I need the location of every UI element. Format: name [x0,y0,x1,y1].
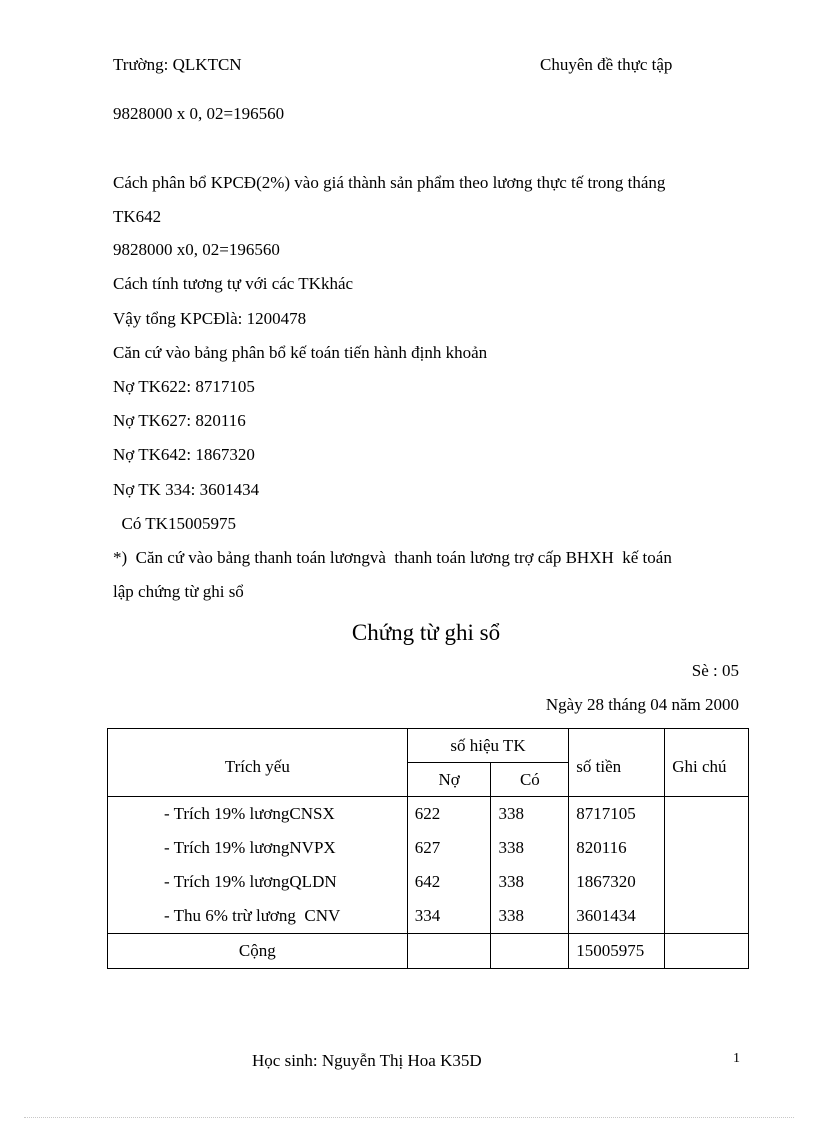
page-bottom-divider [24,1117,794,1118]
table-header-row-1 [108,729,749,763]
voucher-table [107,728,749,969]
row-summary: - Trích 19% lươngQLDN [108,865,408,899]
row-credit: 338 [491,797,569,832]
body-line-8: Nợ TK622: 8717105 [113,377,255,396]
body-line-7: Căn cứ vào bảng phân bổ kế toán tiến hành định khoản [113,343,488,362]
body-line-12: Có TK15005975 [113,514,236,533]
voucher-number: Sè : 05 [691,661,739,680]
row-debit: 627 [407,831,491,865]
row-credit: 338 [491,831,569,865]
row-summary: - Trích 19% lươngNVPX [108,831,408,865]
total-note-empty [665,934,749,969]
table-row [108,831,749,865]
row-debit: 334 [407,899,491,934]
header-summary: Trích yếu [108,729,408,797]
row-summary: - Trích 19% lươngCNSX [108,797,408,832]
row-debit: 642 [407,865,491,899]
voucher-date: Ngày 28 tháng 04 năm 2000 [545,695,739,714]
row-amount: 1867320 [569,865,665,899]
table-total-row [108,934,749,969]
header-amount: số tiền [569,729,665,797]
body-line-14: lập chứng từ ghi sổ [113,582,244,601]
row-credit: 338 [491,865,569,899]
header-school: Trường: QLKTCN [113,55,242,74]
body-line-4: 9828000 x0, 02=196560 [113,240,280,259]
body-line-10: Nợ TK642: 1867320 [113,445,255,464]
body-line-5: Cách tính tương tự với các TKkhác [113,274,354,293]
row-note [665,899,749,934]
header-debit: Nợ [407,763,491,797]
body-line-11: Nợ TK 334: 3601434 [113,480,260,499]
body-line-6: Vậy tổng KPCĐlà: 1200478 [113,309,307,328]
voucher-title: Chứng từ ghi sổ [351,620,501,645]
body-line-3: TK642 [113,207,162,226]
total-credit-empty [491,934,569,969]
footer-student: Học sinh: Nguyễn Thị Hoa K35D [252,1051,482,1070]
header-subject: Chuyên đề thực tập [540,55,673,74]
total-debit-empty [407,934,491,969]
table-row [108,899,749,934]
body-line-9: Nợ TK627: 820116 [113,411,246,430]
table-row [108,865,749,899]
total-amount: 15005975 [569,934,665,969]
row-summary: - Thu 6% trừ lương CNV [108,899,408,934]
row-debit: 622 [407,797,491,832]
row-credit: 338 [491,899,569,934]
row-note [665,865,749,899]
header-note: Ghi chú [665,729,749,797]
page-number: 1 [733,1051,740,1066]
row-note [665,797,749,832]
row-note [665,831,749,865]
row-amount: 820116 [569,831,665,865]
body-line-13: *) Căn cứ vào bảng thanh toán lươngvà thanh toán lương trợ cấp BHXH kế toán [113,548,672,567]
total-label: Cộng [108,934,408,969]
body-line-2: Cách phân bổ KPCĐ(2%) vào giá thành sản phẩm theo lương thực tế trong tháng [113,173,666,192]
row-amount: 8717105 [569,797,665,832]
header-account-group: số hiệu TK [407,729,569,763]
table-row [108,797,749,832]
header-credit: Có [491,763,569,797]
body-line-1: 9828000 x 0, 02=196560 [113,104,285,123]
row-amount: 3601434 [569,899,665,934]
